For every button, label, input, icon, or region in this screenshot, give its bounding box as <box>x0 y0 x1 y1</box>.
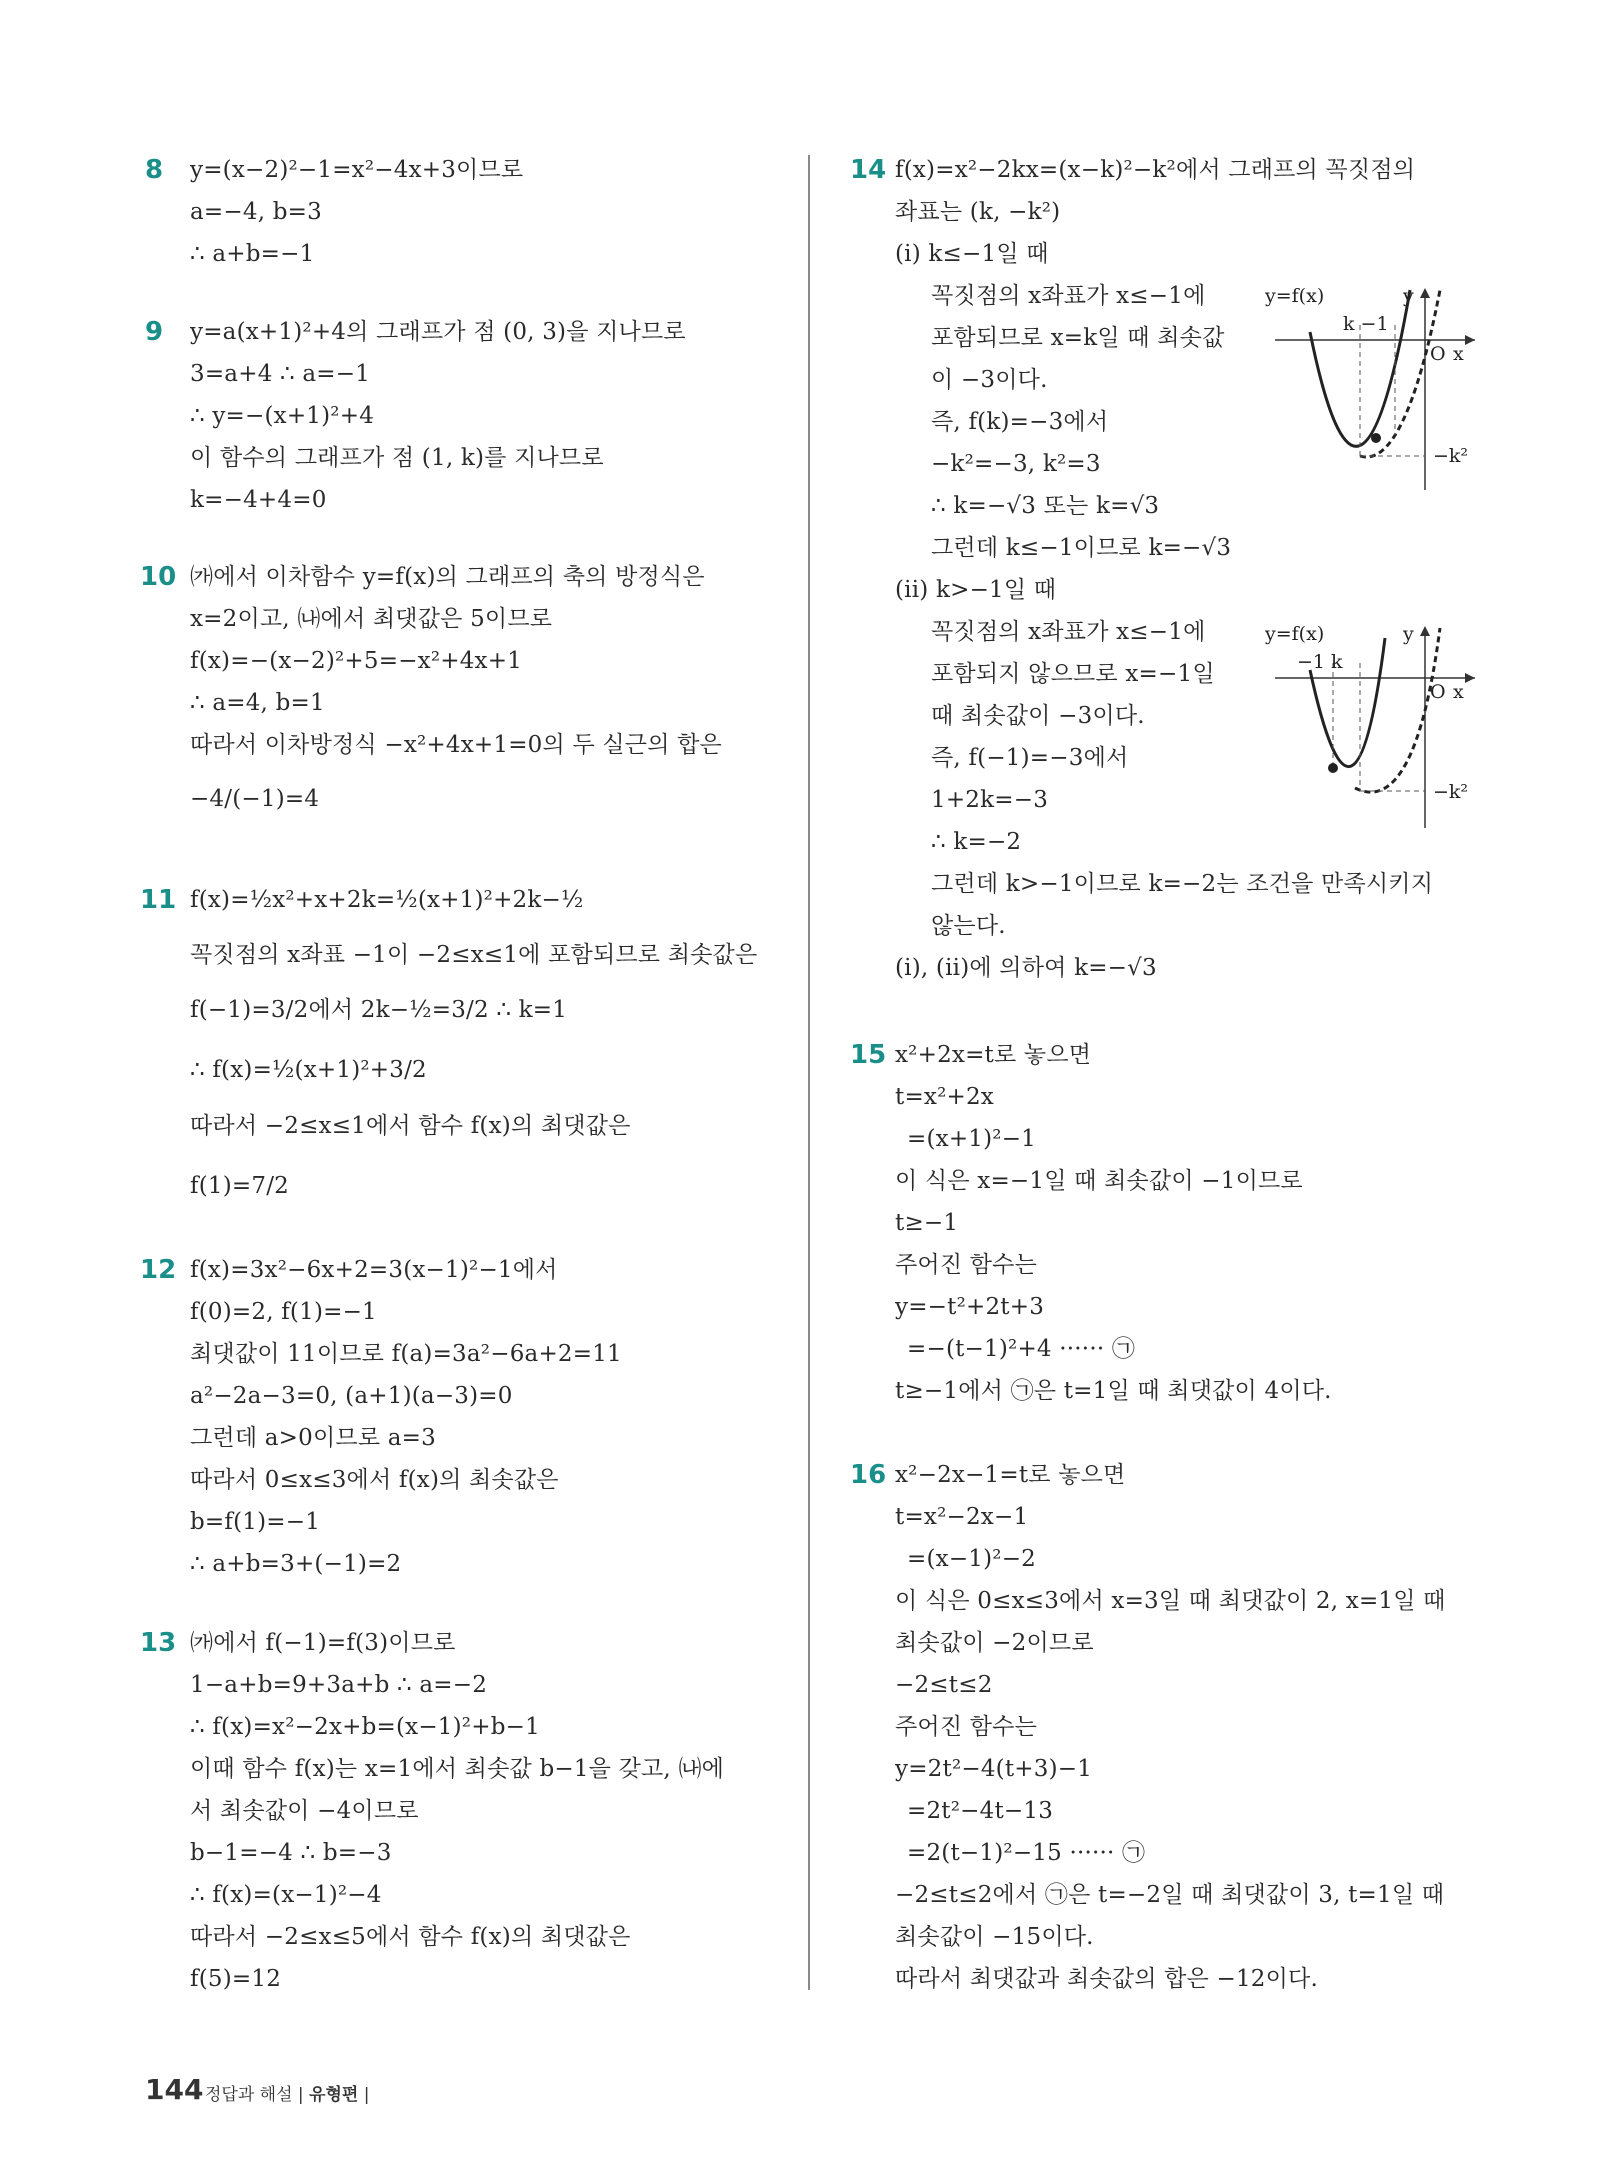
solution-line: 따라서 0≤x≤3에서 f(x)의 최솟값은 <box>190 1467 559 1493</box>
problem-number: 12 <box>140 1255 177 1285</box>
solution-line: 이 식은 x=−1일 때 최솟값이 −1이므로 <box>895 1168 1303 1194</box>
solution-line: 그런데 a>0이므로 a=3 <box>190 1425 436 1451</box>
solution-line: =2(t−1)²−15 ······ ㉠ <box>907 1840 1146 1866</box>
column-divider <box>808 155 810 1990</box>
solution-line: =2t²−4t−13 <box>907 1798 1054 1824</box>
solution-line: 이때 함수 f(x)는 x=1에서 최솟값 b−1을 갖고, ㈏에 <box>190 1756 725 1782</box>
problem-number: 13 <box>140 1628 177 1658</box>
solution-line: ∴ f(x)=½(x+1)²+3/2 <box>190 1057 427 1083</box>
problem-number: 9 <box>145 317 164 347</box>
solution-line: (i), (ii)에 의하여 k=−√3 <box>895 955 1157 981</box>
solution-line: k=−4+4=0 <box>190 487 327 513</box>
solution-line: =(x+1)²−1 <box>907 1126 1037 1152</box>
solution-line: (i) k≤−1일 때 <box>895 241 1049 267</box>
solution-line: f(−1)=3/2에서 2k−½=3/2 ∴ k=1 <box>190 997 568 1023</box>
y-axis-arrow <box>1420 288 1430 298</box>
solution-line: y=a(x+1)²+4의 그래프가 점 (0, 3)을 지나므로 <box>190 319 686 345</box>
graph-case-ii <box>1265 618 1485 838</box>
solution-line: ㈎에서 f(−1)=f(3)이므로 <box>190 1630 456 1656</box>
solution-line: 그런데 k>−1이므로 k=−2는 조건을 만족시키지 <box>931 871 1434 897</box>
solution-line: 1+2k=−3 <box>931 787 1049 813</box>
solution-line: 따라서 이차방정식 −x²+4x+1=0의 두 실근의 합은 <box>190 732 722 758</box>
solution-line: 즉, f(−1)=−3에서 <box>931 745 1129 771</box>
x-axis-arrow <box>1465 335 1475 345</box>
solution-line: y=−t²+2t+3 <box>895 1294 1045 1320</box>
solution-line: ∴ k=−2 <box>931 829 1022 855</box>
solution-line: 따라서 최댓값과 최솟값의 합은 −12이다. <box>895 1966 1318 1992</box>
solution-line: 포함되므로 x=k일 때 최솟값 <box>931 325 1225 351</box>
fx-label: y=f(x) <box>1265 285 1325 307</box>
solution-line: a²−2a−3=0, (a+1)(a−3)=0 <box>190 1383 513 1409</box>
origin-label: O <box>1430 343 1446 365</box>
solution-line: f(x)=½x²+x+2k=½(x+1)²+2k−½ <box>190 887 584 913</box>
problem-number: 15 <box>850 1040 887 1070</box>
value-label: −k² <box>1433 781 1469 803</box>
solution-line: 이 식은 0≤x≤3에서 x=3일 때 최댓값이 2, x=1일 때 <box>895 1588 1446 1614</box>
x-label: x <box>1453 343 1464 365</box>
point-marker <box>1328 763 1338 773</box>
solution-line: x²+2x=t로 놓으면 <box>895 1042 1092 1068</box>
solution-line: f(x)=3x²−6x+2=3(x−1)²−1에서 <box>190 1257 558 1283</box>
page-number: 144 <box>145 2073 204 2106</box>
solution-line: 그런데 k≤−1이므로 k=−√3 <box>931 535 1232 561</box>
solution-line: ∴ y=−(x+1)²+4 <box>190 403 375 429</box>
problem-number: 14 <box>850 155 887 185</box>
x-label: x <box>1453 681 1464 703</box>
solution-line: ㈎에서 이차함수 y=f(x)의 그래프의 축의 방정식은 <box>190 564 705 590</box>
solution-line: 이 함수의 그래프가 점 (1, k)를 지나므로 <box>190 445 604 471</box>
y-label: y <box>1403 623 1414 645</box>
solution-line: 따라서 −2≤x≤1에서 함수 f(x)의 최댓값은 <box>190 1113 631 1139</box>
solution-line: 꼭짓점의 x좌표가 x≤−1에 <box>931 283 1206 309</box>
solution-line: ∴ a+b=3+(−1)=2 <box>190 1551 402 1577</box>
solution-line: (ii) k>−1일 때 <box>895 577 1057 603</box>
solution-line: y=(x−2)²−1=x²−4x+3이므로 <box>190 157 524 183</box>
solution-line: x²−2x−1=t로 놓으면 <box>895 1462 1126 1488</box>
y-label: y <box>1403 285 1414 307</box>
solution-line: b=f(1)=−1 <box>190 1509 321 1535</box>
solution-line: b−1=−4 ∴ b=−3 <box>190 1840 392 1866</box>
solution-line: −2≤t≤2 <box>895 1672 993 1698</box>
solution-line: −4/(−1)=4 <box>190 786 320 812</box>
solution-line: t=x²+2x <box>895 1084 994 1110</box>
solution-line: t≥−1에서 ㉠은 t=1일 때 최댓값이 4이다. <box>895 1378 1332 1404</box>
solution-line: t≥−1 <box>895 1210 959 1236</box>
solution-line: a=−4, b=3 <box>190 199 322 225</box>
origin-label: O <box>1430 681 1446 703</box>
solution-line: 최댓값이 11이므로 f(a)=3a²−6a+2=11 <box>190 1341 622 1367</box>
solution-line: 꼭짓점의 x좌표가 x≤−1에 <box>931 619 1206 645</box>
solution-line: ∴ f(x)=x²−2x+b=(x−1)²+b−1 <box>190 1714 540 1740</box>
solution-line: =(x−1)²−2 <box>907 1546 1037 1572</box>
y-axis-arrow <box>1420 626 1430 636</box>
point-marker <box>1371 433 1381 443</box>
solution-line: ∴ f(x)=(x−1)²−4 <box>190 1882 382 1908</box>
solution-line: 즉, f(k)=−3에서 <box>931 409 1109 435</box>
problem-number: 11 <box>140 885 177 915</box>
solution-line: ∴ a=4, b=1 <box>190 690 325 716</box>
solution-line: y=2t²−4(t+3)−1 <box>895 1756 1093 1782</box>
book-title: 정답과 해설 <box>205 2085 293 2105</box>
solution-line: x=2이고, ㈏에서 최댓값은 5이므로 <box>190 606 553 632</box>
footer-label: 정답과 해설 | 유형편 | <box>205 2085 370 2105</box>
solution-line: 최솟값이 −15이다. <box>895 1924 1094 1950</box>
solution-line: f(5)=12 <box>190 1966 282 1992</box>
solution-line: 따라서 −2≤x≤5에서 함수 f(x)의 최댓값은 <box>190 1924 631 1950</box>
solution-line: 최솟값이 −2이므로 <box>895 1630 1094 1656</box>
solution-line: 주어진 함수는 <box>895 1252 1038 1278</box>
solution-line: ∴ k=−√3 또는 k=√3 <box>931 493 1160 519</box>
solution-line: f(0)=2, f(1)=−1 <box>190 1299 377 1325</box>
section-title: 유형편 <box>309 2085 359 2105</box>
solution-line: 포함되지 않으므로 x=−1일 <box>931 661 1215 687</box>
solution-line: 주어진 함수는 <box>895 1714 1038 1740</box>
parabola-dashed <box>1355 628 1440 792</box>
solution-line: −2≤t≤2에서 ㉠은 t=−2일 때 최댓값이 3, t=1일 때 <box>895 1882 1445 1908</box>
solution-line: t=x²−2x−1 <box>895 1504 1029 1530</box>
point-label: k −1 <box>1343 313 1389 335</box>
x-axis-arrow <box>1465 673 1475 683</box>
solution-line: f(1)=7/2 <box>190 1173 289 1199</box>
solution-line: f(x)=−(x−2)²+5=−x²+4x+1 <box>190 648 523 674</box>
solution-line: 않는다. <box>931 913 1006 939</box>
solution-line: 때 최솟값이 −3이다. <box>931 703 1145 729</box>
problem-number: 8 <box>145 155 164 185</box>
solution-line: 꼭짓점의 x좌표 −1이 −2≤x≤1에 포함되므로 최솟값은 <box>190 942 758 968</box>
solution-line: −k²=−3, k²=3 <box>931 451 1101 477</box>
solution-line: 이 −3이다. <box>931 367 1048 393</box>
problem-number: 10 <box>140 562 177 592</box>
value-label: −k² <box>1433 445 1469 467</box>
solution-line: 서 최솟값이 −4이므로 <box>190 1798 419 1824</box>
solution-line: ∴ a+b=−1 <box>190 241 315 267</box>
fx-label: y=f(x) <box>1265 623 1325 645</box>
graph-case-i <box>1265 280 1485 500</box>
solution-line: 좌표는 (k, −k²) <box>895 199 1061 225</box>
point-label: −1 k <box>1297 651 1343 673</box>
solution-line: =−(t−1)²+4 ······ ㉠ <box>907 1336 1136 1362</box>
solution-line: 3=a+4 ∴ a=−1 <box>190 361 371 387</box>
problem-number: 16 <box>850 1460 887 1490</box>
solution-line: f(x)=x²−2kx=(x−k)²−k²에서 그래프의 꼭짓점의 <box>895 157 1416 183</box>
solution-line: 1−a+b=9+3a+b ∴ a=−2 <box>190 1672 488 1698</box>
